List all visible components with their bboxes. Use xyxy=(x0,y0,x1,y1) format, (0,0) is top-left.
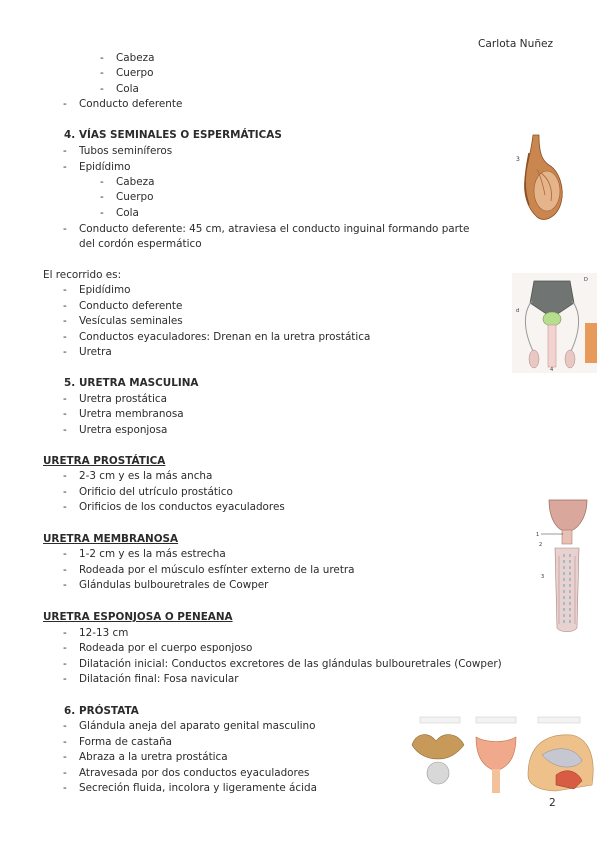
bullet-dash: - xyxy=(63,782,67,794)
prostate-illustration xyxy=(406,715,598,795)
list-item-label: Abraza a la uretra prostática xyxy=(79,751,228,763)
list-item-label: Uretra prostática xyxy=(79,393,167,405)
bullet-dash: - xyxy=(63,223,67,235)
list-item-continuation: del cordón espermático xyxy=(79,238,202,250)
author-name: Carlota Nuñez xyxy=(478,38,554,50)
bullet-dash: - xyxy=(63,673,67,685)
list-item-label: Cola xyxy=(116,83,139,95)
bullet-dash: - xyxy=(63,658,67,670)
list-item-label: Epidídimo xyxy=(79,161,131,173)
list-item-label: Cola xyxy=(116,207,139,219)
figure-label: 1 xyxy=(536,532,540,538)
list-item-label: Cuerpo xyxy=(116,67,154,79)
list-item-label: Uretra xyxy=(79,346,112,358)
list-item-label: Tubos seminíferos xyxy=(79,145,173,157)
page-number: 2 xyxy=(549,797,556,809)
list-item-label: Orificio del utrículo prostático xyxy=(79,486,233,498)
list-item-label: Glándula aneja del aparato genital masculino xyxy=(79,720,316,732)
bullet-dash: - xyxy=(63,315,67,327)
bullet-dash: - xyxy=(63,736,67,748)
list-item-label: Cuerpo xyxy=(116,191,154,203)
list-item-label: Conducto deferente xyxy=(79,98,183,110)
figure-label: 3 xyxy=(516,156,520,163)
figure-label: 2 xyxy=(539,542,543,548)
bullet-dash: - xyxy=(100,67,104,79)
section-title: PRÓSTATA xyxy=(79,705,139,717)
bullet-dash: - xyxy=(63,300,67,312)
list-item-label: Rodeada por el cuerpo esponjoso xyxy=(79,642,253,654)
subsection-title: URETRA MEMBRANOSA xyxy=(43,533,179,545)
bullet-dash: - xyxy=(63,767,67,779)
bullet-dash: - xyxy=(63,564,67,576)
list-item-label: Cabeza xyxy=(116,52,155,64)
seminal-ducts-illustration xyxy=(512,273,597,373)
list-item-label: Conducto deferente xyxy=(79,300,183,312)
figure-label: d xyxy=(516,308,520,314)
list-item-label: Orificios de los conductos eyaculadores xyxy=(79,501,285,513)
subsection-title: URETRA PROSTÁTICA xyxy=(43,455,166,467)
bullet-dash: - xyxy=(100,191,104,203)
bullet-dash: - xyxy=(63,501,67,513)
section-number: 4. xyxy=(64,129,76,141)
list-item-label: Rodeada por el músculo esfínter externo de la uretra xyxy=(79,564,355,576)
list-item-label: Conductos eyaculadores: Drenan en la uretra prostática xyxy=(79,331,371,343)
bullet-dash: - xyxy=(100,52,104,64)
bullet-dash: - xyxy=(63,331,67,343)
bullet-dash: - xyxy=(63,470,67,482)
list-item-label: Uretra membranosa xyxy=(79,408,184,420)
figure-label: 4 xyxy=(550,367,554,373)
list-item-label: 1-2 cm y es la más estrecha xyxy=(79,548,226,560)
bullet-dash: - xyxy=(100,83,104,95)
figure-label: D xyxy=(584,277,588,283)
list-item-label: Epidídimo xyxy=(79,284,131,296)
list-item-label: Uretra esponjosa xyxy=(79,424,168,436)
bullet-dash: - xyxy=(63,579,67,591)
list-item-label: Atravesada por dos conductos eyaculadores xyxy=(79,767,310,779)
list-item-label: Dilatación inicial: Conductos excretores de las glándulas bulbouretrales (Cowper) xyxy=(79,658,502,670)
bullet-dash: - xyxy=(100,176,104,188)
bullet-dash: - xyxy=(63,642,67,654)
list-item-label: Conducto deferente: 45 cm, atraviesa el conducto inguinal formando parte xyxy=(79,223,470,235)
male-urethra-illustration xyxy=(535,496,595,634)
list-item-label: Dilatación final: Fosa navicular xyxy=(79,673,239,685)
list-item-label: 2-3 cm y es la más ancha xyxy=(79,470,213,482)
bullet-dash: - xyxy=(63,284,67,296)
list-item-label: Forma de castaña xyxy=(79,736,173,748)
section-title: URETRA MASCULINA xyxy=(79,377,199,389)
figure-label: 3 xyxy=(541,574,545,580)
bullet-dash: - xyxy=(63,424,67,436)
bullet-dash: - xyxy=(63,98,67,110)
bullet-dash: - xyxy=(63,161,67,173)
paragraph-intro: El recorrido es: xyxy=(43,269,122,281)
bullet-dash: - xyxy=(63,548,67,560)
bullet-dash: - xyxy=(63,346,67,358)
list-item-label: 12-13 cm xyxy=(79,627,129,639)
bullet-dash: - xyxy=(63,627,67,639)
section-title: VÍAS SEMINALES O ESPERMÁTICAS xyxy=(79,129,282,141)
section-number: 6. xyxy=(64,705,76,717)
bullet-dash: - xyxy=(63,486,67,498)
list-item-label: Secreción fluida, incolora y ligeramente ácida xyxy=(79,782,317,794)
list-item-label: Cabeza xyxy=(116,176,155,188)
bullet-dash: - xyxy=(63,393,67,405)
subsection-title: URETRA ESPONJOSA O PENEANA xyxy=(43,611,233,623)
bullet-dash: - xyxy=(63,408,67,420)
list-item-label: Glándulas bulbouretrales de Cowper xyxy=(79,579,269,591)
bullet-dash: - xyxy=(100,207,104,219)
epididymis-illustration xyxy=(515,133,565,223)
bullet-dash: - xyxy=(63,751,67,763)
list-item-label: Vesículas seminales xyxy=(79,315,183,327)
section-number: 5. xyxy=(64,377,76,389)
bullet-dash: - xyxy=(63,145,67,157)
bullet-dash: - xyxy=(63,720,67,732)
